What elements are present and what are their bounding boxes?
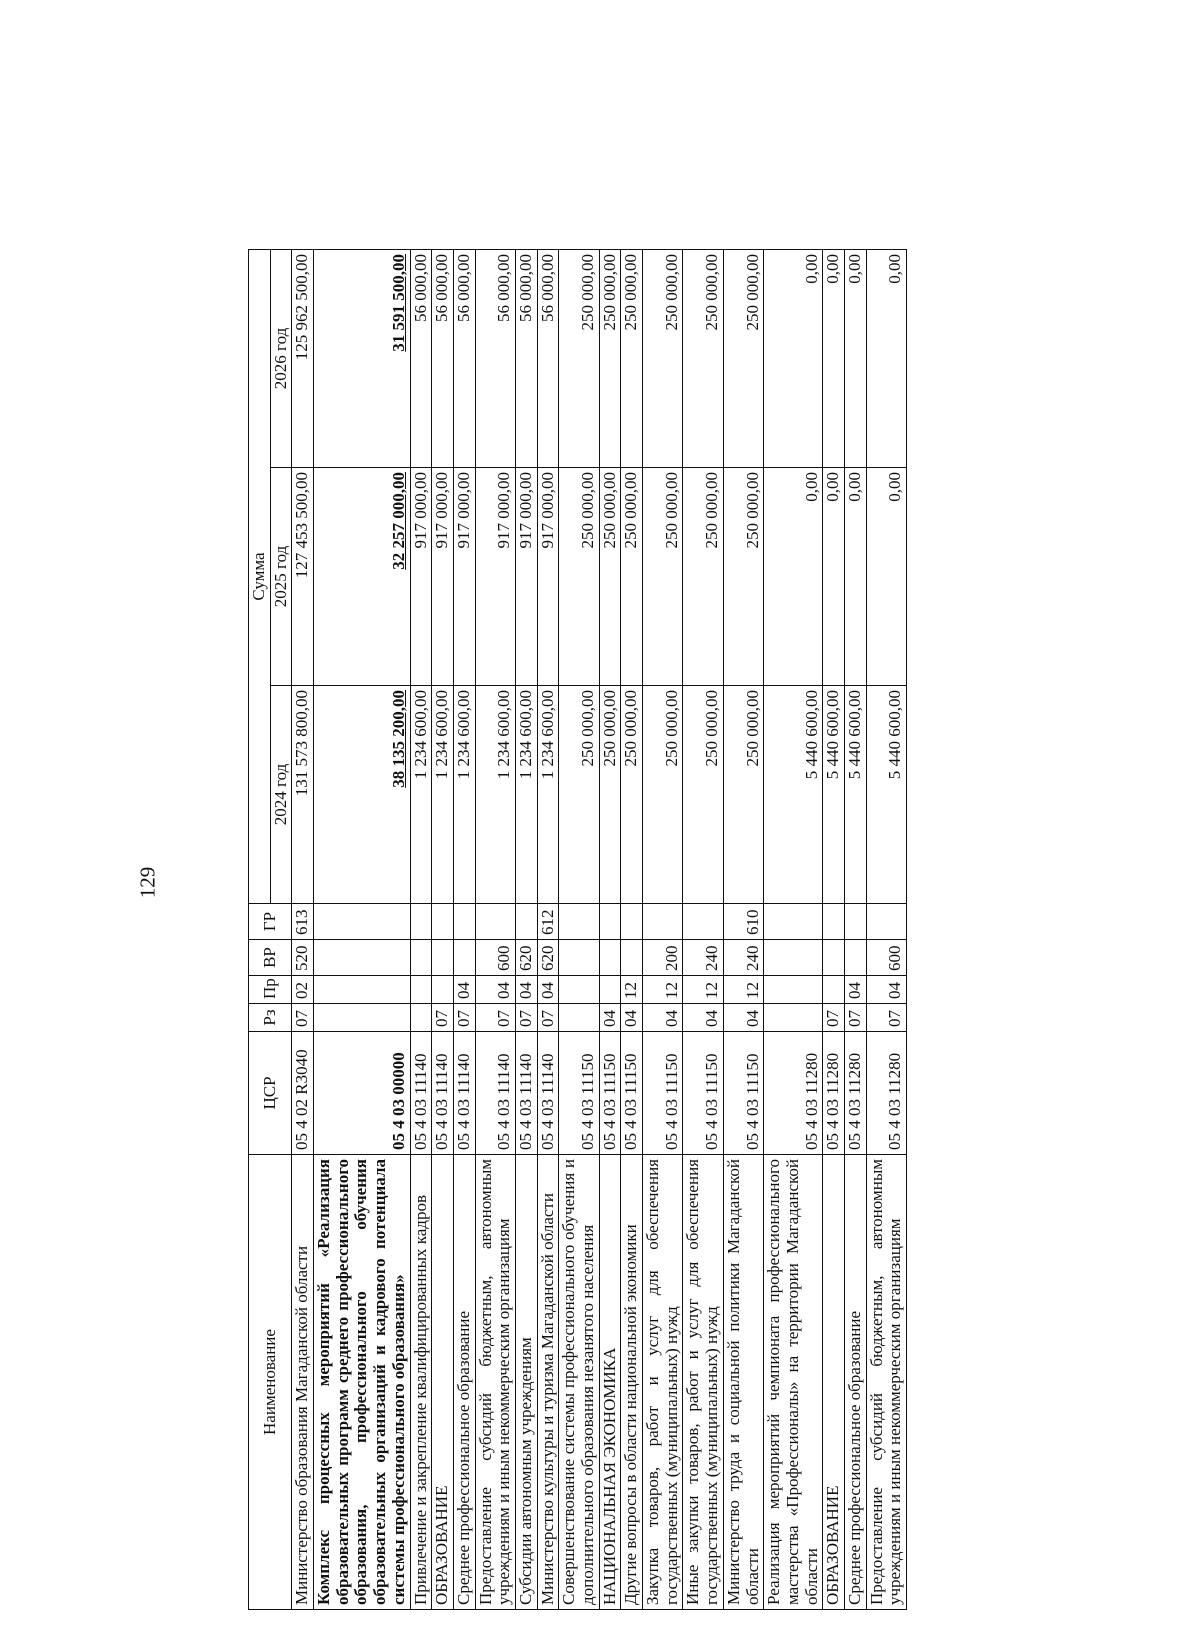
rz-cell: 07 (823, 1004, 845, 1032)
amount-2025-cell: 250 000,00 (559, 468, 599, 686)
gr-cell: 610 (723, 904, 763, 940)
pr-cell: 12 (683, 976, 723, 1004)
amount-2026-cell: 56 000,00 (515, 250, 537, 468)
amount-2024-cell: 5 440 600,00 (764, 686, 823, 904)
table-row (453, 250, 475, 1610)
rz-cell: 07 (515, 1004, 537, 1032)
amount-2026-cell: 0,00 (844, 250, 866, 468)
amount-2024-cell: 250 000,00 (621, 686, 643, 904)
amount-2026-cell: 56 000,00 (432, 250, 454, 468)
table-row (683, 250, 723, 1610)
name-cell: Среднее профессиональное образование (844, 1155, 866, 1610)
amount-2026-cell: 56 000,00 (453, 250, 475, 468)
amount-2025-cell: 127 453 500,00 (292, 468, 314, 686)
amount-2024-cell: 1 234 600,00 (537, 686, 559, 904)
pr-cell (410, 976, 432, 1004)
vr-cell (410, 940, 432, 976)
gr-cell (515, 904, 537, 940)
header-year-2025: 2025 год (270, 468, 292, 686)
amount-2024-cell: 5 440 600,00 (844, 686, 866, 904)
pr-cell: 04 (866, 976, 906, 1004)
header-sum: Сумма (249, 250, 271, 904)
csr-cell: 05 4 03 11150 (599, 1032, 621, 1155)
csr-cell: 05 4 03 00000 (314, 1032, 410, 1155)
table-row (621, 250, 643, 1610)
vr-cell (559, 940, 599, 976)
rz-cell (764, 1004, 823, 1032)
name-cell: Предоставление субсидий бюджетным, автономным учреждениям и иным некоммерческим организациям (866, 1155, 906, 1610)
amount-2025-cell: 0,00 (844, 468, 866, 686)
amount-2025-cell: 917 000,00 (515, 468, 537, 686)
amount-2026-cell: 250 000,00 (599, 250, 621, 468)
rz-cell: 07 (453, 1004, 475, 1032)
gr-cell (844, 904, 866, 940)
csr-cell: 05 4 03 11150 (683, 1032, 723, 1155)
name-cell: ОБРАЗОВАНИЕ (432, 1155, 454, 1610)
csr-cell: 05 4 03 11140 (432, 1032, 454, 1155)
amount-2026-cell: 250 000,00 (643, 250, 683, 468)
amount-2025-cell: 917 000,00 (453, 468, 475, 686)
vr-cell (823, 940, 845, 976)
amount-2024-cell: 1 234 600,00 (515, 686, 537, 904)
vr-cell: 520 (292, 940, 314, 976)
table-row (432, 250, 454, 1610)
table-row (559, 250, 599, 1610)
table-body (292, 250, 907, 1610)
header-csr: ЦСР (249, 1032, 292, 1155)
name-cell: Среднее профессиональное образование (453, 1155, 475, 1610)
pr-cell: 12 (723, 976, 763, 1004)
rz-cell (314, 1004, 410, 1032)
name-cell: Министерство труда и социальной политики Магаданской области (723, 1155, 763, 1610)
vr-cell: 600 (475, 940, 515, 976)
table-row (844, 250, 866, 1610)
header-rz: Рз (249, 1004, 292, 1032)
amount-2026-cell: 0,00 (823, 250, 845, 468)
vr-cell: 620 (515, 940, 537, 976)
vr-cell: 240 (683, 940, 723, 976)
csr-cell: 05 4 03 11140 (453, 1032, 475, 1155)
amount-2025-cell: 0,00 (823, 468, 845, 686)
name-cell: Закупка товаров, работ и услуг для обеспечения государственных (муниципальных) нужд (643, 1155, 683, 1610)
pr-cell (559, 976, 599, 1004)
amount-2024-cell: 250 000,00 (723, 686, 763, 904)
rz-cell: 04 (683, 1004, 723, 1032)
table-row (292, 250, 314, 1610)
header-pr: Пр (249, 976, 292, 1004)
rz-cell: 04 (599, 1004, 621, 1032)
amount-2026-cell: 56 000,00 (537, 250, 559, 468)
header-gr: ГР (249, 904, 292, 940)
pr-cell: 12 (621, 976, 643, 1004)
pr-cell: 04 (475, 976, 515, 1004)
amount-2025-cell: 250 000,00 (621, 468, 643, 686)
table-row (537, 250, 559, 1610)
amount-2026-cell: 125 962 500,00 (292, 250, 314, 468)
csr-cell: 05 4 03 11140 (537, 1032, 559, 1155)
header-vr: ВР (249, 940, 292, 976)
amount-2024-cell: 1 234 600,00 (453, 686, 475, 904)
amount-2026-cell: 250 000,00 (723, 250, 763, 468)
amount-2024-cell: 1 234 600,00 (475, 686, 515, 904)
table-row (475, 250, 515, 1610)
gr-cell: 612 (537, 904, 559, 940)
name-cell: НАЦИОНАЛЬНАЯ ЭКОНОМИКА (599, 1155, 621, 1610)
vr-cell: 600 (866, 940, 906, 976)
amount-2025-cell: 917 000,00 (475, 468, 515, 686)
name-cell: Совершенствование системы профессионального обучения и дополнительного образования незанятого населения (559, 1155, 599, 1610)
pr-cell (432, 976, 454, 1004)
name-cell: Субсидии автономным учреждениям (515, 1155, 537, 1610)
vr-cell (314, 940, 410, 976)
csr-cell: 05 4 03 11280 (823, 1032, 845, 1155)
amount-2024-cell: 250 000,00 (683, 686, 723, 904)
name-cell: Министерство культуры и туризма Магаданской области (537, 1155, 559, 1610)
amount-2024-cell: 38 135 200,00 (314, 686, 410, 904)
amount-2024-cell: 131 573 800,00 (292, 686, 314, 904)
csr-cell: 05 4 03 11140 (410, 1032, 432, 1155)
budget-table (248, 249, 907, 1610)
amount-2026-cell: 0,00 (866, 250, 906, 468)
amount-2025-cell: 32 257 000,00 (314, 468, 410, 686)
name-cell: Другие вопросы в области национальной экономики (621, 1155, 643, 1610)
page-number: 129 (135, 866, 160, 899)
vr-cell: 240 (723, 940, 763, 976)
amount-2026-cell: 56 000,00 (475, 250, 515, 468)
vr-cell: 200 (643, 940, 683, 976)
pr-cell: 02 (292, 976, 314, 1004)
amount-2024-cell: 5 440 600,00 (866, 686, 906, 904)
amount-2024-cell: 250 000,00 (643, 686, 683, 904)
csr-cell: 05 4 03 11150 (621, 1032, 643, 1155)
amount-2025-cell: 917 000,00 (410, 468, 432, 686)
rz-cell: 07 (475, 1004, 515, 1032)
table-row (643, 250, 683, 1610)
csr-cell: 05 4 03 11140 (515, 1032, 537, 1155)
table-row (866, 250, 906, 1610)
rz-cell: 04 (723, 1004, 763, 1032)
amount-2025-cell: 250 000,00 (683, 468, 723, 686)
name-cell: Привлечение и закрепление квалифицированных кадров (410, 1155, 432, 1610)
table-row (723, 250, 763, 1610)
pr-cell (599, 976, 621, 1004)
gr-cell (643, 904, 683, 940)
name-cell: ОБРАЗОВАНИЕ (823, 1155, 845, 1610)
amount-2025-cell: 250 000,00 (599, 468, 621, 686)
amount-2026-cell: 250 000,00 (683, 250, 723, 468)
csr-cell: 05 4 03 11280 (866, 1032, 906, 1155)
gr-cell (410, 904, 432, 940)
csr-cell: 05 4 03 11150 (559, 1032, 599, 1155)
csr-cell: 05 4 03 11150 (723, 1032, 763, 1155)
gr-cell (866, 904, 906, 940)
gr-cell (453, 904, 475, 940)
table-row (599, 250, 621, 1610)
gr-cell (475, 904, 515, 940)
rz-cell (410, 1004, 432, 1032)
amount-2026-cell: 56 000,00 (410, 250, 432, 468)
csr-cell: 05 4 03 11140 (475, 1032, 515, 1155)
vr-cell (453, 940, 475, 976)
name-cell: Предоставление субсидий бюджетным, автономным учреждениям и иным некоммерческим организациям (475, 1155, 515, 1610)
table-header (249, 250, 292, 1610)
csr-cell: 05 4 03 11150 (643, 1032, 683, 1155)
gr-cell (432, 904, 454, 940)
pr-cell: 04 (515, 976, 537, 1004)
gr-cell (683, 904, 723, 940)
amount-2025-cell: 0,00 (764, 468, 823, 686)
table-row (314, 250, 410, 1610)
pr-cell (823, 976, 845, 1004)
name-cell: Комплекс процессных мероприятий «Реализация образовательных программ среднего профессионального образования, профессионального обучения образовательных организаций и кадрового потенциала системы профессионального образования» (314, 1155, 410, 1610)
header-year-2026: 2026 год (270, 250, 292, 468)
header-name: Наименование (249, 1155, 292, 1610)
vr-cell (599, 940, 621, 976)
name-cell: Реализация мероприятий чемпионата профессионального мастерства «Профессионалы» на территории Магаданской области (764, 1155, 823, 1610)
rz-cell: 07 (292, 1004, 314, 1032)
amount-2025-cell: 917 000,00 (432, 468, 454, 686)
amount-2025-cell: 917 000,00 (537, 468, 559, 686)
amount-2024-cell: 1 234 600,00 (432, 686, 454, 904)
rz-cell: 07 (537, 1004, 559, 1032)
gr-cell (314, 904, 410, 940)
rz-cell: 04 (643, 1004, 683, 1032)
vr-cell (844, 940, 866, 976)
pr-cell (764, 976, 823, 1004)
vr-cell (764, 940, 823, 976)
gr-cell (599, 904, 621, 940)
table-row (515, 250, 537, 1610)
amount-2025-cell: 250 000,00 (723, 468, 763, 686)
gr-cell (764, 904, 823, 940)
table-row (410, 250, 432, 1610)
amount-2025-cell: 250 000,00 (643, 468, 683, 686)
name-cell: Иные закупки товаров, работ и услуг для обеспечения государственных (муниципальных) нужд (683, 1155, 723, 1610)
gr-cell: 613 (292, 904, 314, 940)
rz-cell: 07 (866, 1004, 906, 1032)
rz-cell: 07 (844, 1004, 866, 1032)
pr-cell: 12 (643, 976, 683, 1004)
amount-2026-cell: 31 591 500,00 (314, 250, 410, 468)
table-row (764, 250, 823, 1610)
amount-2024-cell: 250 000,00 (599, 686, 621, 904)
vr-cell (621, 940, 643, 976)
amount-2026-cell: 0,00 (764, 250, 823, 468)
gr-cell (621, 904, 643, 940)
amount-2024-cell: 250 000,00 (559, 686, 599, 904)
vr-cell (432, 940, 454, 976)
amount-2026-cell: 250 000,00 (621, 250, 643, 468)
header-year-2024: 2024 год (270, 686, 292, 904)
rz-cell (559, 1004, 599, 1032)
pr-cell: 04 (537, 976, 559, 1004)
csr-cell: 05 4 03 11280 (764, 1032, 823, 1155)
rz-cell: 07 (432, 1004, 454, 1032)
amount-2024-cell: 1 234 600,00 (410, 686, 432, 904)
csr-cell: 05 4 03 11280 (844, 1032, 866, 1155)
table-row (823, 250, 845, 1610)
pr-cell (314, 976, 410, 1004)
rz-cell: 04 (621, 1004, 643, 1032)
name-cell: Министерство образования Магаданской области (292, 1155, 314, 1610)
amount-2025-cell: 0,00 (866, 468, 906, 686)
pr-cell: 04 (844, 976, 866, 1004)
csr-cell: 05 4 02 R3040 (292, 1032, 314, 1155)
vr-cell: 620 (537, 940, 559, 976)
gr-cell (559, 904, 599, 940)
amount-2024-cell: 5 440 600,00 (823, 686, 845, 904)
pr-cell: 04 (453, 976, 475, 1004)
amount-2026-cell: 250 000,00 (559, 250, 599, 468)
gr-cell (823, 904, 845, 940)
